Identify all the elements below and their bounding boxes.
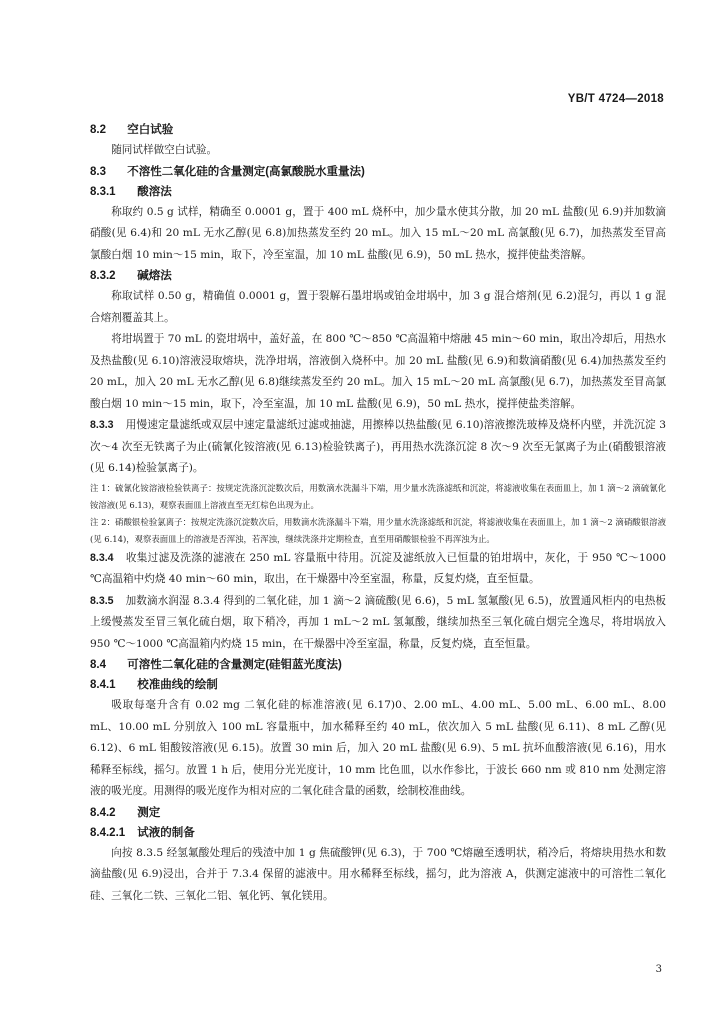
section-number: 8.4.2 [90, 806, 116, 819]
section-title: 碱熔法 [137, 270, 172, 282]
section-8-4-1-text: 吸取每毫升含有 0.02 mg 二氧化硅的标准溶液(见 6.17)0、2.00 mL、4.00 mL、5.00 mL、6.00 mL、8.00 mL、10.00 mL 分别放入 100 mL 容量瓶中，加水稀释至约 40 mL，依次加入 5 mL 盐酸(见 6.11)、8 mL 乙醇(见 6.12)、6 mL 钼酸铵溶液(见 6.15)。放置 30 min 后，加入 20 mL 盐酸(见 6.9)、5 mL 抗坏血酸溶液(见 6.16)，用水稀释至标线，摇匀。放置 1 h 后，使用分光光度计，10 mm 比色皿，以水作参比，于波长 660 nm 或 810 nm 处测定溶液的吸光度。用测得的吸光度作为相对应的二氧化硅含量的函数，绘制校准曲线。 [90, 699, 666, 797]
section-8-3-2-heading [90, 266, 666, 286]
section-8-3-heading [90, 162, 666, 182]
section-number: 8.3 [90, 165, 106, 178]
section-8-4-2-heading [90, 803, 666, 823]
section-number: 8.3.5 [90, 594, 114, 607]
section-8-2-text: 随同试样做空白试验。 [111, 144, 218, 156]
section-title: 空白试验 [127, 124, 174, 136]
section-title: 试液的制备 [137, 826, 195, 839]
section-8-2-heading [90, 120, 666, 140]
section-title: 酸溶法 [137, 185, 172, 198]
section-number: 8.3.3 [90, 419, 114, 431]
section-8-3-5-paragraph [90, 591, 666, 656]
section-number: 8.4.1 [90, 679, 116, 691]
section-8-3-2-text-1: 称取试样 0.50 g，精确值 0.0001 g，置于裂解石墨坩埚或铂金坩埚中，加 3 g 混合熔剂(见 6.2)混匀，再以 1 g 混合熔剂覆盖其上。 [90, 290, 666, 324]
section-8-4-2-1-text: 向按 8.3.5 经氢氟酸处理后的残渣中加 1 g 焦硫酸钾(见 6.3)，于 700 ℃熔融至透明状，稍冷后，将熔块用热水和数滴盐酸(见 6.9)浸出，合并于 7.3.4 保留的滤液中。用水稀释至标线，摇匀，此为溶液 A，供测定滤液中的可溶性二氧化硅、三氧化二铁、三氧化二铝、氧化钙、氧化镁用。 [90, 846, 666, 902]
section-8-4-1-heading [90, 675, 666, 695]
section-title: 可溶性二氧化硅的含量测定(硅钼蓝光度法) [127, 659, 342, 671]
section-number: 8.4 [90, 659, 106, 671]
section-text: 收集过滤及洗涤的滤液在 250 mL 容量瓶中待用。沉淀及滤纸放入已恒量的铂坩埚中，灰化，于 950 ℃～1000 ℃高温箱中灼烧 40 min～60 min，取出，在干燥器中冷至室温，称量，反复灼烧，直至恒量。 [90, 551, 666, 585]
section-text: 用慢速定量滤纸或双层中速定量滤纸过滤或抽滤，用擦棒以热盐酸(见 6.10)溶液擦洗玻棒及烧杯内壁，并洗沉淀 3 次～4 次至无铁离子为止(硫氰化铵溶液(见 6.13)检验铁离子)，再用热水洗涤沉淀 8 次～9 次至无氯离子为止(硝酸银溶液(见 6.14)检验氯离子)。 [90, 419, 666, 474]
section-title: 校准曲线的绘制 [137, 679, 218, 691]
note-2: 注 2：硝酸银检验氯离子：按规定洗涤沉淀数次后，用数滴水洗涤漏斗下端，用少量水洗涤滤纸和沉淀，将滤液收集在表面皿上，加 1 滴～2 滴硝酸银溶液(见 6.14)，观察表面皿上的溶液是否浑浊，若浑浊，继续洗涤并定期检查，直至用硝酸银检验不再浑浊为止。 [90, 516, 666, 544]
section-8-3-1-text: 称取约 0.5 g 试样，精确至 0.0001 g，置于 400 mL 烧杯中，加少量水使其分散，加 20 mL 盐酸(见 6.9)并加数滴硝酸(见 6.4)和 20 mL 无水乙醇(见 6.8)加热蒸发至约 20 mL。加入 15 mL～20 mL 高氯酸(见 6.7)，加热蒸发至冒高氯酸白烟 10 min～15 min，取下，冷至室温，加 10 mL 盐酸(见 6.9)，50 mL 热水，搅拌使盐类溶解。 [90, 205, 666, 261]
section-8-3-4-paragraph [90, 548, 666, 591]
section-number: 8.2 [90, 124, 106, 136]
section-title: 测定 [137, 806, 161, 819]
section-8-3-3-paragraph [90, 415, 666, 480]
section-text: 加数滴水润湿 8.3.4 得到的二氧化硅，加 1 滴～2 滴硫酸(见 6.6)，5 mL 氢氟酸(见 6.5)，放置通风柜内的电热板上缓慢蒸发至冒三氧化硫白烟，取下稍冷，再加 1 mL～2 mL 氢氟酸，继续加热至三氧化硫白烟完全逸尽，将坩埚放入 950 ℃～1000 ℃高温箱内灼烧 15 min，在干燥器中冷至室温，称量，反复灼烧，直至恒量。 [90, 594, 666, 650]
section-8-3-1-heading [90, 182, 666, 202]
page-number: 3 [655, 964, 662, 975]
page-content [90, 120, 666, 907]
section-number: 8.4.2.1 [90, 826, 126, 839]
note-1: 注 1：硫氰化铵溶液检验铁离子：按规定洗涤沉淀数次后，用数滴水洗漏斗下端，用少量水洗涤滤纸和沉淀，将滤液收集在表面皿上，加 1 滴～2 滴硫氰化铵溶液(见 6.13)，观察表面皿上溶液直至无红棕色出现为止。 [90, 482, 666, 510]
section-8-4-heading [90, 655, 666, 675]
section-number: 8.3.1 [90, 185, 116, 198]
section-8-3-2-text-2: 将坩埚置于 70 mL 的瓷坩埚中，盖好盖，在 800 ℃～850 ℃高温箱中熔融 45 min～60 min，取出冷却后，用热水及热盐酸(见 6.10)溶液浸取熔块，洗净坩埚，溶液倒入烧杯中。加 20 mL 盐酸(见 6.9)和数滴硝酸(见 6.4)加热蒸发至约 20 mL，加入 20 mL 无水乙醇(见 6.8)继续蒸发至约 20 mL。加入 15 mL～20 mL 高氯酸(见 6.7)，加热蒸发至冒高氯酸白烟 10 min～15 min，取下，冷至室温，加 10 mL 盐酸(见 6.9)，50 mL 热水，搅拌使盐类溶解。 [90, 333, 666, 410]
section-number: 8.3.2 [90, 270, 116, 282]
section-8-4-2-1-heading [90, 823, 666, 843]
section-number: 8.3.4 [90, 551, 114, 564]
standard-number: YB/T 4724—2018 [567, 93, 664, 105]
section-title: 不溶性二氧化硅的含量测定(高氯酸脱水重量法) [127, 165, 365, 178]
